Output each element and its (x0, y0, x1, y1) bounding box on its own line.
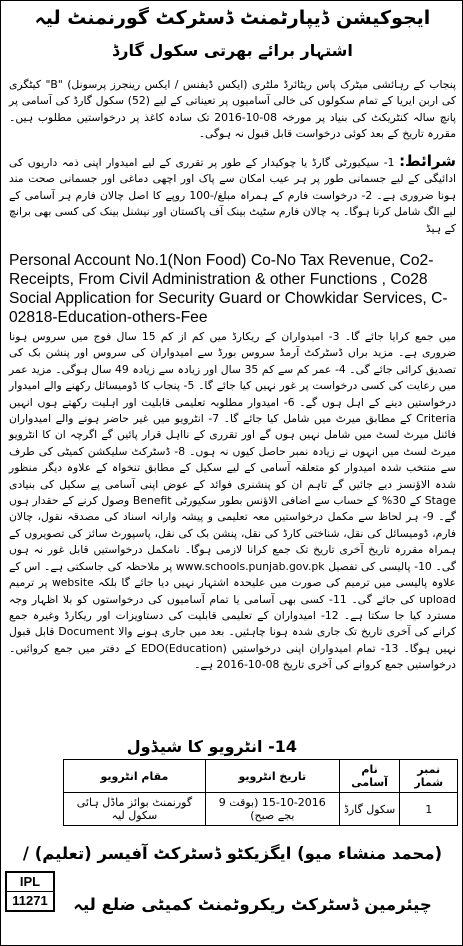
conditions-part-2: میں جمع کرایا جائے گا۔ 3- امیدواران کے ریکارڈ میں کم از کم 15 سال فوج میں سروس ہونا ضروری ہے۔ مزید براں ڈسٹرکٹ آرمڈ سروس بورڈ سے امیدواران کی سروس اور پنشن بک کی تصدیق کرائی جائے گی۔ 4- عمر کم سے کم 35 سال اور زیادہ سے زیادہ 49 سال ہوگی۔ مزید عمر میں رعایت کی کسی درخواست پر غور نہیں کیا جائے گا۔ 5- پنجاب کا ڈومیسائل رکھنے والے امیدوار درخواستیں دینے کے اہل ہوں گے۔ 6- امیدوار مطلوبہ تعلیمی قابلیت اور اہلیت رکھتے ہوں انہیں Criteria کے مطابق میرٹ میں شامل کیا جائے گا۔ 7- انٹرویو میں غیر حاضر ہونے والے امیدواران فائنل میرٹ لسٹ میں شامل نہیں ہوں گے اور تقرری کے نااہل قرار پائیں گے اگرچہ ان کا انٹرویو میرٹ لسٹ میں انہوں نے زیادہ نمبر حاصل کیوں نہ ہوں۔ 8- ڈسٹرکٹ سلیکشن کمیٹی کی طرف سے منتخب شدہ امیدوار کو متعلقہ آسامی کے لیے سکیل کے مطابق تنخواہ کے علاوہ دیگر منظور شدہ الاؤنسز دیے جائیں گے تاہم ان کو پنشنری فوائد کے عوض اپنی آسامی پے سکیل کی بنیادی Stage کے 30% کے حساب سے اضافی الاؤنس بطور سکیورٹی Benefit وصول کرنے کے حقدار ہوں گے۔ 9- ہر لحاظ سے مکمل درخواستیں معہ تعلیمی و پیشہ وارانہ اسناد کی مصدقہ نقول، چالان فارم، ڈومیسائل کی نقل، شناختی کارڈ کی نقل، پنشن بک کی نقل، پاسپورٹ سائز کی تصویروں کے ہمراہ مقررہ تاریخ آخری تاریخ تک جمع کرانا لازمی ہوگا۔ نامکمل درخواستیں قابل غور نہ ہوں گی۔ 10- پالیسی کی تفصیل www.schools.punjab.gov.pk پر ملاحظہ کی جاسکتی ہے۔ اس کے علاوہ پالیسی میں ترمیم کی صورت میں علیحدہ اشتہار نہیں دیا جائے گا بلکہ website پر ترمیم upload کی جائے گی۔ 11- کسی بھی آسامی یا تمام آسامیوں کی درخواستوں کو بلا اظہار وجہ مسترد کیا جا سکتا ہے۔ 12- امیدواران کے تعلیمی قابلیت کی دستاویزات اور ریکارڈ وغیرہ جمع کرانے کی آخری تاریخ تک جاری شدہ ہونا چاہئیں۔ بعد میں جاری ہونے والا Document قابل قبول نہیں ہوگا۔ 13- تمام امیدواران اپنی درخواستیں EDO(Education) کے دفتر میں جمع کروائیں۔ درخواستیں جمع کروانے کی آخری تاریخ 08-10-2016 ہے۔ (9, 330, 457, 672)
interview-schedule-table (63, 759, 458, 826)
header-date: تاریخ انٹرویو (205, 760, 339, 793)
signature-officer: (محمد منشاء میو) ایگزیکٹو ڈسٹرکٹ آفیسر (تعلیم) / (22, 844, 443, 863)
table-row (64, 793, 458, 826)
table-header-row (64, 760, 458, 793)
conditions-text-1: 1- سیکیورٹی گارڈ یا چوکیدار کے طور پر تقرری کے لیے امیدوار اپنی ذمہ داریوں کی ادائیگی کے لیے جسمانی طور پر ہر عیب امکان سے پاک اور اچھی دماغی اور جسمانی صحت مند ہونا ضروری ہے۔ 2- درخواست فارم کے ہمراہ مبلغ/-100 روپے کا اصل چالان فارم ہر آسامی کے لیے الگ شامل کرنا ہوگا۔ یہ چالان فارم سٹیٹ بینک آف پاکستان اور نیشنل بینک کی کسی بھی برانچ کے ہیڈ (9, 156, 457, 235)
schedule-title: 14- انٹرویو کا شیڈول (126, 737, 297, 756)
header-venue: مقام انٹرویو (64, 760, 206, 793)
conditions-label: شرائط: (399, 152, 456, 170)
cell-venue: گورنمنٹ بوائز ماڈل ہائی سکول لیہ (64, 793, 206, 826)
signature-committee: چیئرمین ڈسٹرکٹ ریکروٹمنٹ کمیٹی ضلع لیہ (73, 895, 432, 914)
conditions-part-1 (9, 153, 456, 237)
page-title: ایجوکیشن ڈیپارٹمنٹ ڈسٹرکٹ گورنمنٹ لیہ (34, 7, 431, 29)
cell-serial: 1 (400, 793, 458, 826)
ipl-label: IPL (19, 874, 41, 889)
intro-paragraph: پنجاب کے رہائشی میٹرک پاس ریٹائرڈ ملٹری (ایکس ڈیفنس / ایکس رینجرز پرسونل) "B" کیٹگری کی اربن ایریا کے تمام سکولوں کی خالی آسامیوں پر تعیناتی کے لیے (52) سکول گارڈ کی آسامی پر پانچ سالہ کنٹریکٹ کی بنیاد پر مورخہ 08-10-2016 تک سادہ کاغذ پر درخواستیں مطلوب ہیں۔ مقررہ تاریخ کے بعد کوئی درخواست قابل قبول نہ ہوگی۔ (9, 78, 456, 141)
cell-post: سکول گارڈ (339, 793, 400, 826)
ipl-box (5, 871, 55, 912)
header-post: نام آسامی (339, 760, 400, 793)
account-head-english: Personal Account No.1(Non Food) Co-No Tax Revenue, Co2-Receipts, From Civil Administration & other Functions , Co28 Social Application for Security Guard or Chowkidar Services, C-02818-Education-others-Fee (9, 252, 448, 326)
ipl-number: 11271 (7, 891, 53, 910)
header-serial: نمبر شمار (400, 760, 458, 793)
cell-date: 15-10-2016 (بوقت 9 بجے صبح) (205, 793, 339, 826)
page-subtitle: اشتہار برائے بھرتی سکول گارڈ (112, 41, 353, 60)
